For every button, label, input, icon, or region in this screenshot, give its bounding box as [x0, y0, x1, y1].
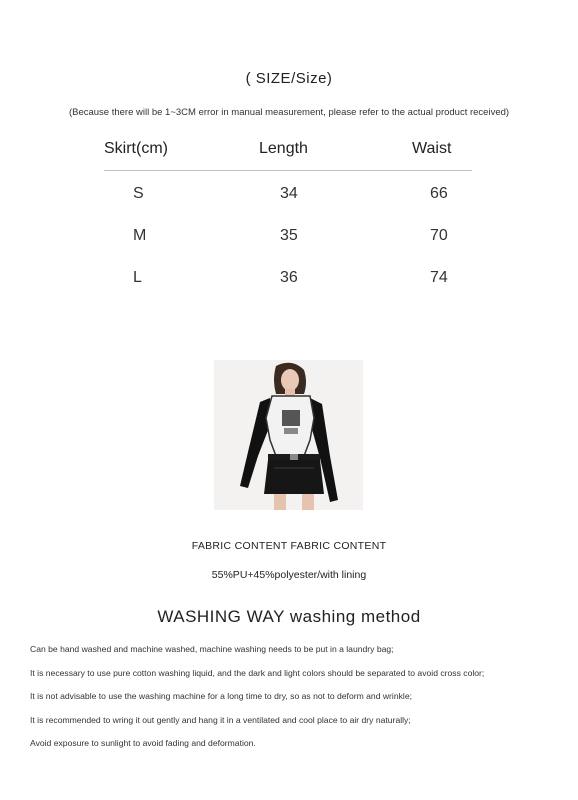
waist-cell: 66 — [430, 185, 448, 202]
length-cell: 36 — [280, 269, 298, 286]
table-row — [104, 171, 472, 213]
header-waist: Waist — [412, 140, 452, 157]
washing-steps-list — [30, 643, 570, 761]
size-cell: M — [133, 227, 147, 244]
fabric-content: 55%PU+45%polyester/with lining — [211, 569, 367, 581]
waist-cell: 70 — [430, 227, 448, 244]
table-row — [104, 255, 472, 297]
size-table — [104, 138, 472, 297]
list-item: Can be hand washed and machine washed, machine washing needs to be put in a laundry bag; — [30, 644, 394, 654]
waist-cell: 74 — [430, 269, 448, 286]
size-cell: S — [133, 185, 144, 202]
header-length: Length — [259, 140, 308, 157]
list-item: It is necessary to use pure cotton washing liquid, and the dark and light colors should be separated to avoid cross color; — [30, 667, 485, 678]
size-table-header — [104, 138, 472, 171]
product-photo — [214, 360, 363, 510]
model-illustration — [214, 360, 363, 510]
fabric-heading: FABRIC CONTENT FABRIC CONTENT — [191, 540, 387, 552]
size-title: ( SIZE/Size) — [245, 70, 333, 87]
washing-title: WASHING WAY washing method — [157, 607, 421, 626]
length-cell: 34 — [280, 185, 298, 202]
list-item: It is not advisable to use the washing machine for a long time to dry, so as not to deform and wrinkle; — [30, 691, 412, 701]
length-cell: 35 — [280, 227, 298, 244]
list-item: It is recommended to wring it out gently and hang it in a ventilated and cool place to air dry naturally; — [30, 714, 411, 725]
header-skirt: Skirt(cm) — [104, 140, 168, 157]
measurement-note: (Because there will be 1~3CM error in manual measurement, please refer to the actual product received) — [68, 107, 510, 118]
table-row — [104, 213, 472, 255]
list-item: Avoid exposure to sunlight to avoid fading and deformation. — [30, 738, 256, 748]
size-cell: L — [133, 269, 142, 286]
